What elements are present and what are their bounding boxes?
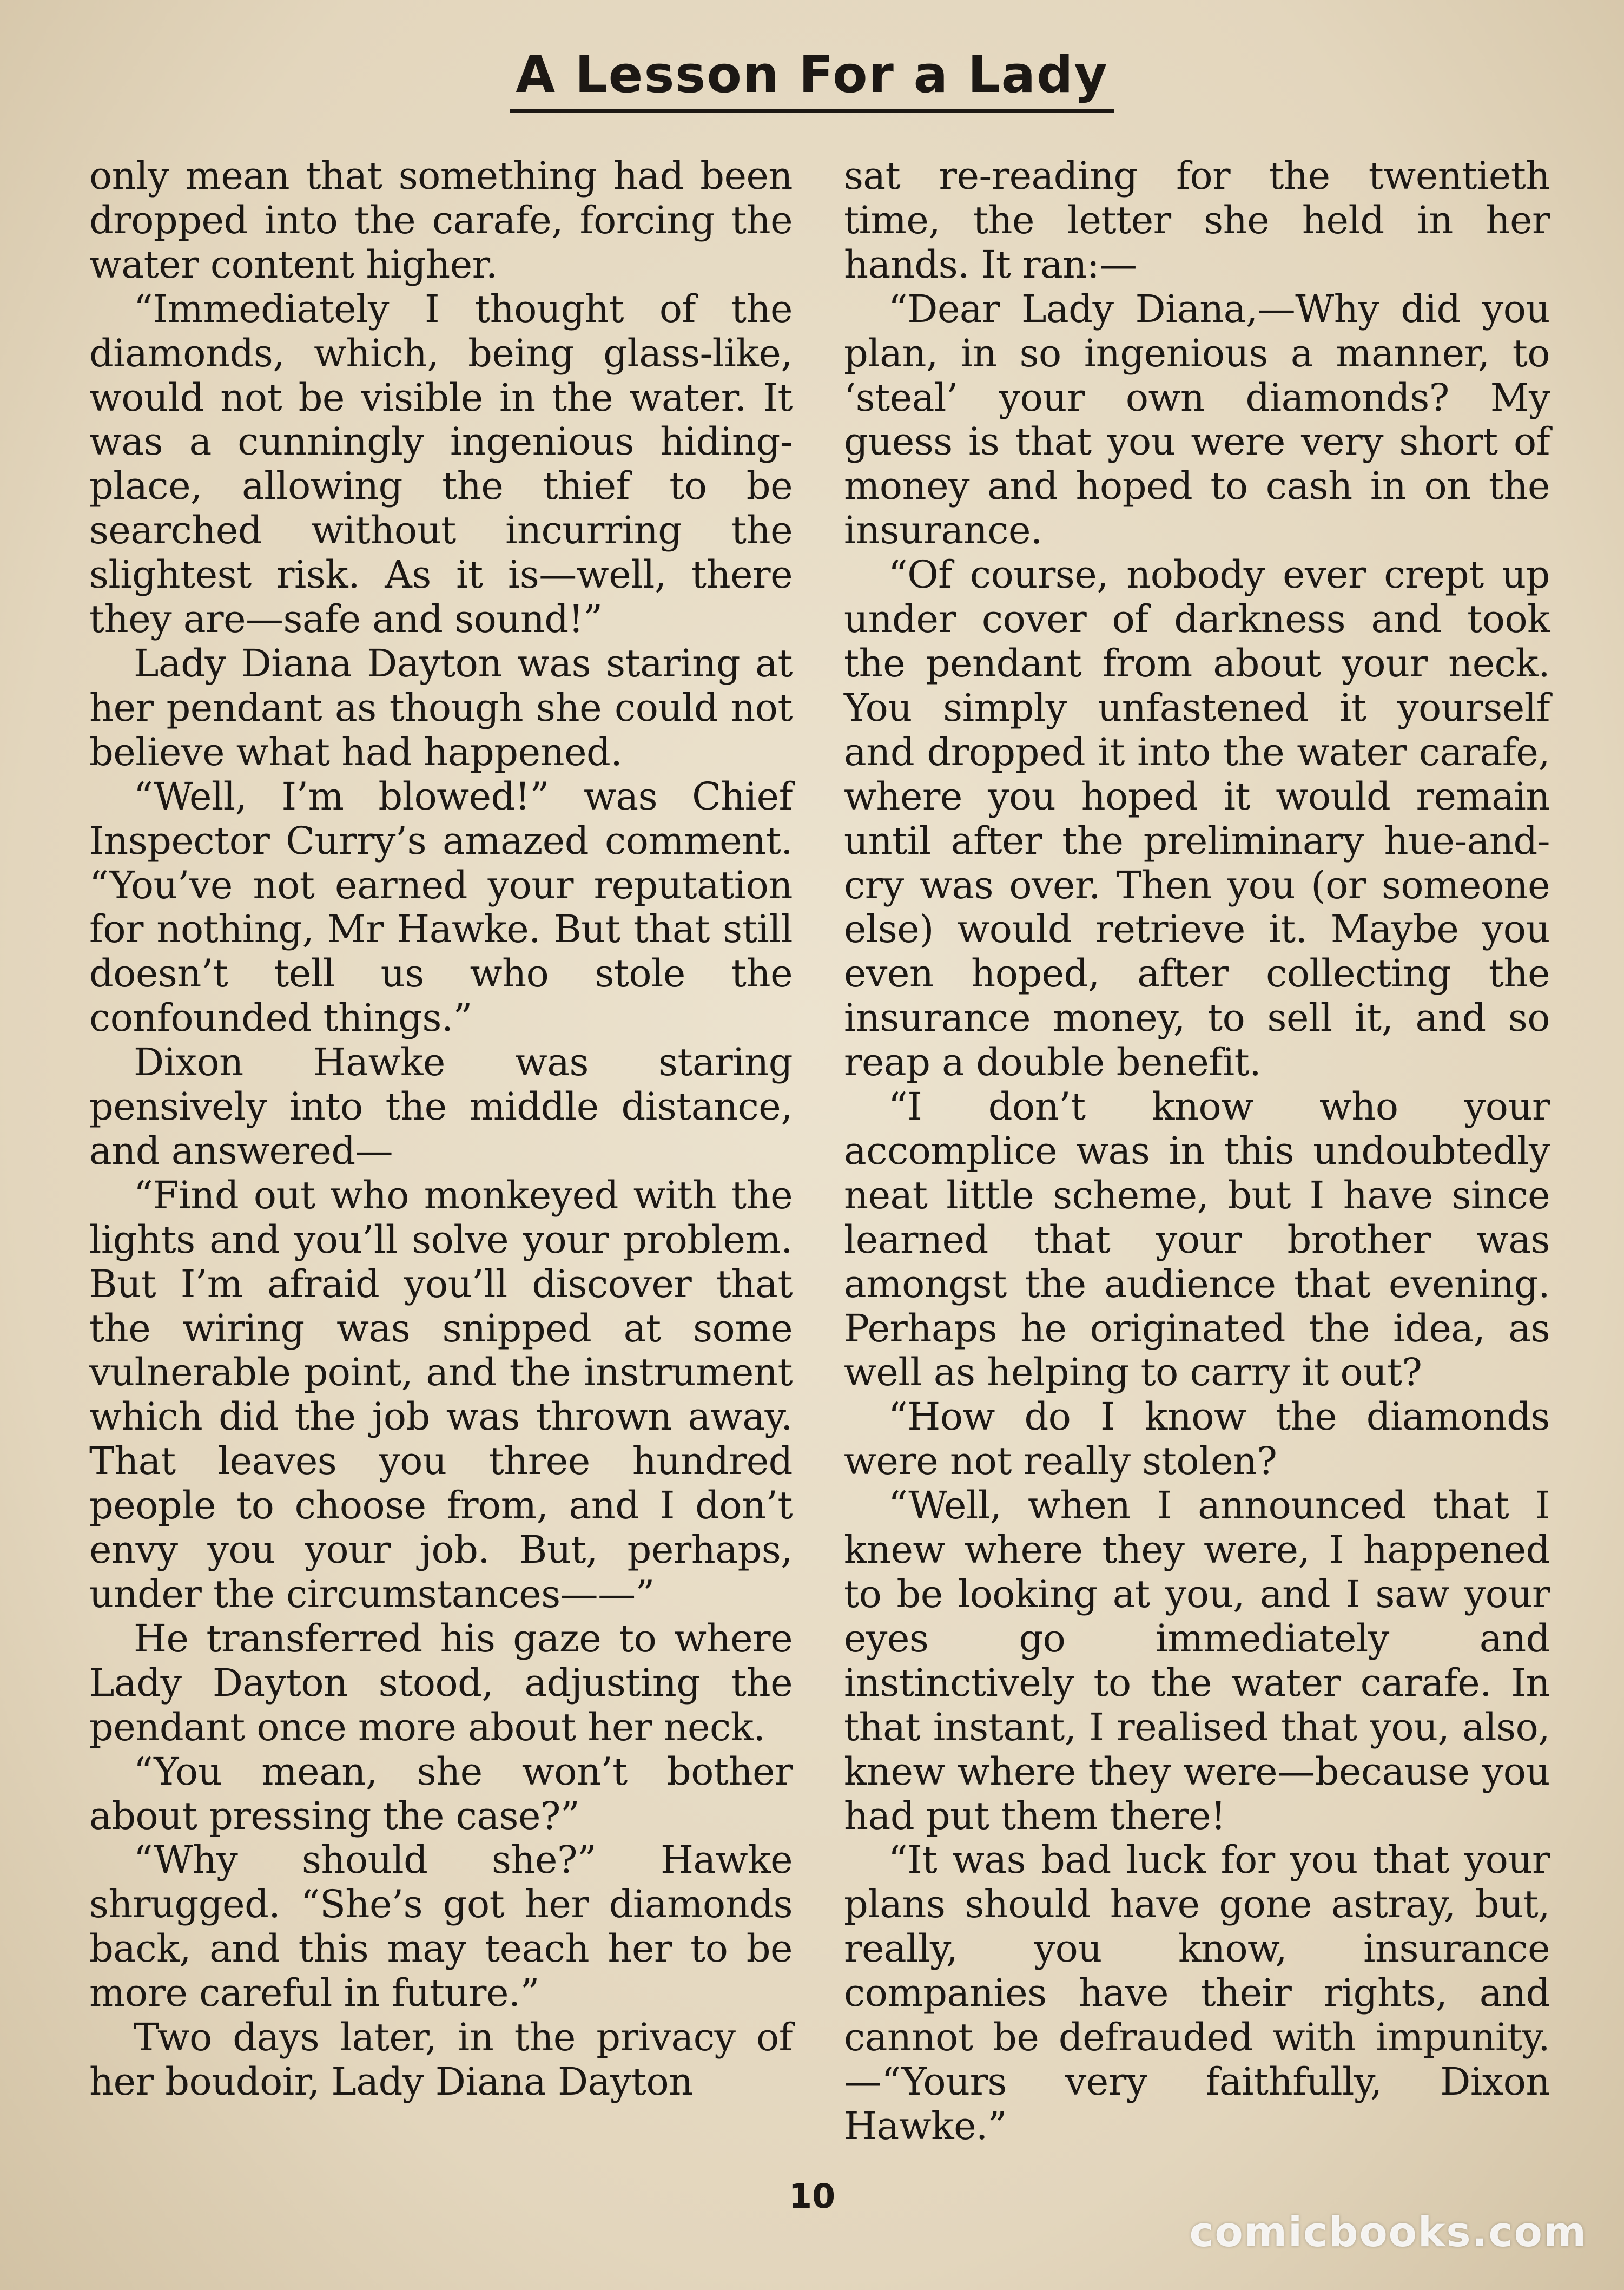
story-title-text: A Lesson For a Lady [510, 50, 1113, 113]
page-number: 10 [788, 2176, 836, 2216]
paragraph: “Well, when I announced that I knew where they were, I happened to be looking at you, and I saw your eyes go immediately and instinctively to the water carafe. In that instant, I realised that you, also, knew where they were—because you had put them there! [844, 1483, 1550, 1838]
paragraph: “Why should she?” Hawke shrugged. “She’s got her diamonds back, and this may teach her to be more careful in future.” [89, 1838, 793, 2016]
paragraph: “It was bad luck for you that your plans should have gone astray, but, really, you know, insurance companies have their rights, and cannot be defrauded with impunity.—“Yours very faithfully, Dixon Hawke.” [844, 1838, 1550, 2148]
paragraph: “You mean, she won’t bother about pressing the case?” [89, 1749, 793, 1838]
paragraph: Two days later, in the privacy of her boudoir, Lady Diana Dayton [89, 2015, 793, 2104]
paragraph: Lady Diana Dayton was staring at her pendant as though she could not believe what had happened. [89, 641, 793, 774]
paragraph: “Of course, nobody ever crept up under cover of darkness and took the pendant from about your neck. You simply unfastened it yourself and dropped it into the water carafe, where you hoped it would remain until after the preliminary hue-and-cry was over. Then you (or someone else) would retrieve it. Maybe you even hoped, after collecting the insurance money, to sell it, and so reap a double benefit. [844, 552, 1550, 1085]
paragraph: “Well, I’m blowed!” was Chief Inspector Curry’s amazed comment. “You’ve not earned your reputation for nothing, Mr Hawke. But that still doesn’t tell us who stole the confounded things.” [89, 774, 793, 1041]
site-watermark: comicbooks.com [1189, 2208, 1587, 2256]
paragraph: “Find out who monkeyed with the lights and you’ll solve your problem. But I’m afraid you’ll discover that the wiring was snipped at some vulnerable point, and the instrument which did the job was thrown away. That leaves you three hundred people to choose from, and I don’t envy you your job. But, perhaps, under the circumstances——” [89, 1173, 793, 1616]
paragraph: “How do I know the diamonds were not really stolen? [844, 1394, 1550, 1484]
paragraph: Dixon Hawke was staring pensively into the middle distance, and answered— [89, 1040, 793, 1173]
paragraph: He transferred his gaze to where Lady Dayton stood, adjusting the pendant once more about her neck. [89, 1616, 793, 1749]
left-text-column [89, 154, 793, 2104]
story-title [0, 45, 1624, 113]
paragraph: sat re-reading for the twentieth time, the letter she held in her hands. It ran:— [844, 154, 1550, 287]
paragraph: “Dear Lady Diana,—Why did you plan, in so ingenious a manner, to ‘steal’ your own diamonds? My guess is that you were very short of money and hoped to cash in on the insurance. [844, 286, 1550, 553]
paragraph: “Immediately I thought of the diamonds, which, being glass-like, would not be visible in the water. It was a cunningly ingenious hiding-place, allowing the thief to be searched without incurring the slightest risk. As it is—well, there they are—safe and sound!” [89, 286, 793, 642]
paragraph: “I don’t know who your accomplice was in this undoubtedly neat little scheme, but I have since learned that your brother was amongst the audience that evening. Perhaps he originated the idea, as well as helping to carry it out? [844, 1084, 1550, 1395]
right-text-column [844, 154, 1550, 2149]
paragraph: only mean that something had been dropped into the carafe, forcing the water content higher. [89, 154, 793, 287]
